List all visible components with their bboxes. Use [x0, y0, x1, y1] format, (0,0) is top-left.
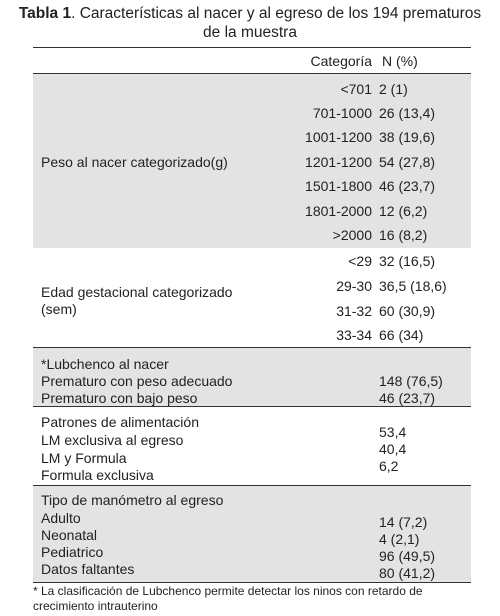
patrones-row-label: LM y Formula	[41, 450, 127, 466]
peso-label: Peso al nacer categorizado(g)	[41, 154, 228, 170]
header-category: Categoría	[310, 53, 372, 69]
edad-count: 32 (16,5)	[379, 253, 436, 269]
edad-label-unit: (sem)	[41, 301, 77, 317]
section-rule	[33, 406, 471, 407]
patrones-row-label: Formula exclusiva	[41, 467, 154, 483]
header-n: N (%)	[382, 53, 418, 69]
edad-category: 33-34	[336, 327, 372, 343]
peso-category: 1001-1200	[305, 129, 372, 145]
footnote-line2: crecimiento intrauterino	[33, 599, 158, 613]
edad-count: 36,5 (18,6)	[379, 278, 447, 294]
patrones-row-label: LM exclusiva al egreso	[41, 432, 184, 448]
table-caption	[0, 4, 500, 42]
manometro-row-label: Pediatrico	[41, 544, 104, 560]
manometro-row-label: Adulto	[41, 510, 81, 526]
peso-count: 38 (19,6)	[379, 129, 436, 145]
manometro-title: Tipo de manómetro al egreso	[41, 492, 224, 508]
lubchenco-row-label: Prematuro con bajo peso	[41, 390, 198, 406]
manometro-count: 96 (49,5)	[379, 548, 436, 564]
table-label: Tabla 1	[18, 5, 72, 22]
patrones-value: 6,2	[379, 458, 399, 474]
lubchenco-row-label: Prematuro con peso adecuado	[41, 373, 233, 389]
footnote	[33, 584, 473, 614]
lubchenco-title: *Lubchenco al nacer	[41, 356, 169, 372]
manometro-row-label: Neonatal	[41, 527, 98, 543]
manometro-count: 80 (41,2)	[379, 565, 436, 581]
peso-category: 1801-2000	[305, 203, 372, 219]
peso-category: 701-1000	[312, 105, 372, 121]
peso-category: <701	[340, 81, 372, 97]
patrones-value: 53,4	[379, 424, 407, 440]
edad-count: 66 (34)	[379, 327, 424, 343]
peso-category: 1201-1200	[305, 154, 372, 170]
edad-count: 60 (30,9)	[379, 303, 436, 319]
edad-category: 31-32	[336, 303, 372, 319]
patrones-value: 40,4	[379, 441, 407, 457]
peso-count: 12 (6,2)	[379, 203, 428, 219]
peso-count: 46 (23,7)	[379, 178, 436, 194]
lubchenco-count: 148 (76,5)	[379, 373, 443, 389]
edad-category: 29-30	[336, 278, 372, 294]
caption-line2: de la muestra	[203, 24, 297, 41]
peso-count: 54 (27,8)	[379, 154, 436, 170]
peso-count: 16 (8,2)	[379, 227, 428, 243]
peso-category: 1501-1800	[305, 178, 372, 194]
edad-category: <29	[348, 253, 372, 269]
manometro-row-label: Datos faltantes	[41, 561, 135, 577]
caption-text: . Características al nacer y al egreso de los 194 prematuros	[71, 5, 482, 22]
edad-label: Edad gestacional categorizado	[41, 284, 233, 300]
lubchenco-count: 46 (23,7)	[379, 390, 436, 406]
bottom-rule	[33, 582, 471, 583]
peso-count: 2 (1)	[379, 81, 408, 97]
peso-category: >2000	[332, 227, 372, 243]
patrones-title: Patrones de alimentación	[41, 414, 199, 430]
peso-count: 26 (13,4)	[379, 105, 436, 121]
manometro-count: 14 (7,2)	[379, 514, 428, 530]
footnote-line1: * La clasificación de Lubchenco permite detectar los ninos con retardo de	[33, 584, 423, 598]
top-rule	[33, 47, 471, 48]
manometro-count: 4 (2,1)	[379, 531, 420, 547]
